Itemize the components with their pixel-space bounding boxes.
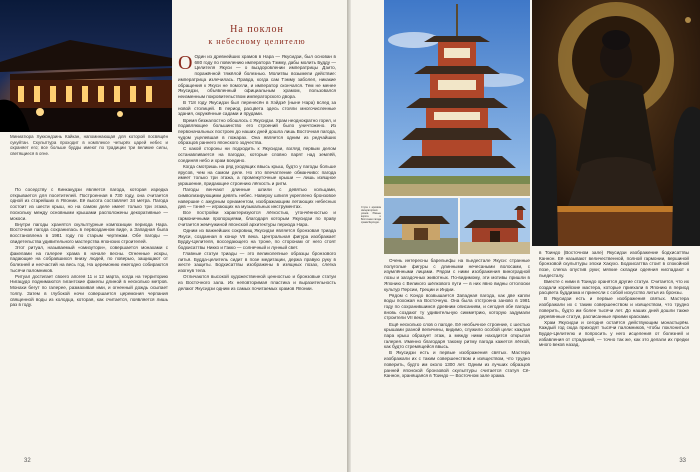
buddha-statue-image: [532, 0, 700, 246]
pagoda-image: [384, 0, 530, 196]
caption-text: Ступа с архивом императорских указов. Южные ворота и Восточная пагода храма Якусидзи.: [361, 206, 381, 224]
paragraph: В Якусидзи есть и первые изображения святых. Мастера изображали их с таким совершенством и изяществом, что трудно поверить, будто им около 1300 лет. Одним из лучших образцов ранней японской бронзовой скульптуры считается статуя Сё-Каннон, хранящаяся в Тоиндо — Восточном зале храма.: [384, 350, 530, 379]
right-column-2: [539, 250, 689, 446]
left-photo-caption: [10, 134, 168, 156]
left-column-2: [178, 54, 336, 446]
paragraph: Пагоды венчают длинные шпили с девятью кольцами, символизирующими девять небес. Наверху шпиля укреплено бронзовое навершие с ажурным орнаментом, изображающим летающих небесных дев — тэннё — играющих на музыкальных инструментах.: [178, 187, 336, 210]
paragraph: Когда смотришь на ряд уходящих ввысь крыш, будто у пагоды больше ярусов, чем на самом деле. Но это впечатление обманчиво: пагода имеет только три этажа, а промежуточные крыши — лишь изящное украшение, придающее строению лёгкость и ритм.: [178, 163, 336, 187]
stupa-photo: [384, 198, 458, 254]
title-line-2: к небесному целителю: [208, 37, 306, 46]
paragraph: Время безжалостно обошлось с Якусидзи. Храм неоднократно горел, и подавляющее большинство его строений было уничтожено. Из первоначальных построек до наших дней дошла лишь Восточная пагода, чудом уцелевшая в пожарах. Она является одним из редчайших образцов раннего японского зодчества.: [178, 117, 336, 146]
paragraph: Храм Якусидзи и сегодня остаётся действующим монастырём. Каждый год сюда приходят тысячи паломников, чтобы поклониться Будде-Целителю и попросить у него исцеления от болезней и избавления от страданий, — точно так же, как это делали их предки много веков назад.: [539, 319, 689, 348]
paragraph: Один из древнейших храмов в Нара — Якусидзи, был основан в 680 году по повелению императора Тэмму, дабы молить Будду — Целителя Якуси — о выздоровлении императрицы Дзито, поражённой тяжёлой болезнью. Молитвы возымели действие: императрица излечилась. Правда, когда сам Тэмму заболел, никакие обращения к Якуси не помогли, и император скончался. Тем не менее Якусидзи, объявленный официальным храмом, пользовался неизменным покровительством императорского двора.: [178, 54, 336, 99]
paragraph: Вместе с ними в Тоиндо хранятся другие статуи. Считается, что их создали корейские мастера, которые приехали в Японию в период расцвета буддизма и принесли с собой искусство литья из бронзы.: [539, 278, 689, 296]
drop-cap: О: [178, 54, 193, 74]
right-photo-caption: [361, 206, 381, 246]
gate-image: [460, 198, 530, 254]
title-line-1: На поклон: [230, 24, 284, 35]
paragraph: Этот ритуал, называемый «омизутори», совершается монахами с факелами на галерее храма в начале весны. Огненные искры, падающие на собравшихся внизу людей, по поверью, защищают от болезней и несчастий на весь год. На церемонию ежегодно собираются тысячи паломников.: [10, 244, 168, 273]
paragraph: в Тоиндо (Восточном зале) Якусидзи изображение бодхисаттвы Каннон. Её называют величественной, полной гармонии, вершиной бронзовой скульптуры эпохи Хакухо. Бодхисаттва стоит в спокойной позе, слегка опустив руки; мягкие складки одеяния ниспадают к пьедесталу.: [539, 250, 689, 278]
left-page: [0, 0, 347, 472]
paragraph: Внутри пагоды хранятся скульптурные композиции периода Нара. Восточная пагода сохранилась в первозданном виде, а Западная была восстановлена в 1981 году по старым чертежам. Обе пагоды — свидетельства удивительного мастерства японских строителей.: [10, 221, 168, 244]
paragraph: Рядом с Кондо возвышается Западная пагода, как две капли воды похожая на Восточную. Она была отстроена заново в 1981 году по сохранившимся древним описаниям, и сегодня обе пагоды вновь создают ту удивительную симметрию, которую задумали строители VII века.: [384, 292, 530, 321]
paragraph: Одним из важнейших сокровищ Якусидзи является бронзовая триада Якуси, созданная в конце VII века. Центральная фигура изображает Будду-Целителя, восседающего на троне, по сторонам от него стоят бодхисаттвы Никко и Гакко — солнечный и лунный свет.: [178, 227, 336, 250]
paragraph: Ритуал достигает своего апогея 11 и 12 марта, когда на территорию Нигацудо поднимаются гигантские факелы длиной в несколько метров. Монахи бегут по галерее, размахивая ими, и огненный дождь осыпает толпу. Затем в глубокой ночи совершается церемония черпания священной воды из колодца, которая, как считается, появляется лишь раз в году.: [10, 273, 168, 308]
caption-text: Миниатюра Хуккондзинь Кайкан, напоминающая для которой посвящён сукуйтан. Скульптура проходит в комплексе четырёх царей небес и охраняет его; все больше будды имеют по традиции три великие силы, светящиеся в огне.: [10, 134, 168, 156]
left-column-1: [10, 187, 168, 445]
right-page: [351, 0, 700, 472]
temple-night-photo: [0, 0, 172, 132]
pagoda-photo: [384, 0, 530, 196]
buddha-statue-photo: [532, 0, 700, 246]
paragraph: Очень интересны барельефы на пьедестале Якуси: странные полуголые фигуры с длинными нечесаными волосами, с изумлёнными лицами. Рядом с ними изображения виноградной лозы и загадочных животных. По-видимому, эти мотивы пришли в Японию с Великого шёлкового пути — в них явно видны отголоски культур Персии, Греции и Индии.: [384, 258, 530, 292]
gate-photo: [460, 198, 530, 254]
paragraph: Отличаются высокой художественной ценностью и бронзовые статуи из Восточного зала. Их неповторимая пластика и выразительность делают Якусидзи одним из самых почитаемых храмов Японии.: [178, 274, 336, 291]
article-title: [178, 24, 336, 47]
right-column-1: [384, 258, 530, 446]
temple-night-image: [0, 0, 172, 132]
paragraph: В Якусидзи есть и первые изображения святых. Мастера изображали их с таким совершенством и изяществом, что трудно поверить, будто им более тысячи лет. До наших дней дошли также деревянные статуи, расписанные яркими красками.: [539, 296, 689, 319]
paragraph: Главные статуи триады — это великолепные образцы бронзового литья. Будда-целитель сидит в позе медитации, держа правую руку в жесте защиты. Бодхисаттвы изображены в изящных позах, слегка изогнув тела.: [178, 251, 336, 274]
paragraph: По соседству с Кинкакудзи является пагода, которая изредка открывается для посетителей. Построенная в 730 году, она считается одной из старейших в Японии. Её высота составляет 34 метра. Пагода состоит из шести крыш, но на самом деле имеет только три этажа, поскольку между основными крышами расположены декоративные — мокоси.: [10, 187, 168, 221]
stupa-image: [384, 198, 458, 254]
left-page-number: 32: [24, 458, 31, 464]
paragraph: Все постройки характеризуются лёгкостью, утончённостью и гармоничными пропорциями, благодаря которым Якусидзи по праву считается жемчужиной японской архитектуры периода Нара.: [178, 210, 336, 227]
paragraph: В 718 году Якусидзи был перенесён в Хэйдзё (ныне Нара) вслед за новой столицей. В период расцвета здесь стояли многочисленные здания, окружённые садами и прудами.: [178, 100, 336, 117]
paragraph: Ещё несколько слов о пагоде. Её необычное строение, с шестью крышами разной величины, видимо, служило особой цели: каждая пара крыш образует этаж, а между ними находится открытая галерея. Именно благодаря такому ритму пагода кажется лёгкой, как будто стремящейся ввысь.: [384, 321, 530, 350]
paragraph: С какой стороны ни подходить к Якусидзи, взгляд первым делом останавливается на пагодах, которые словно парят над землёй, соединяя небо и храм воедино.: [178, 146, 336, 163]
right-page-number: 33: [679, 458, 686, 464]
